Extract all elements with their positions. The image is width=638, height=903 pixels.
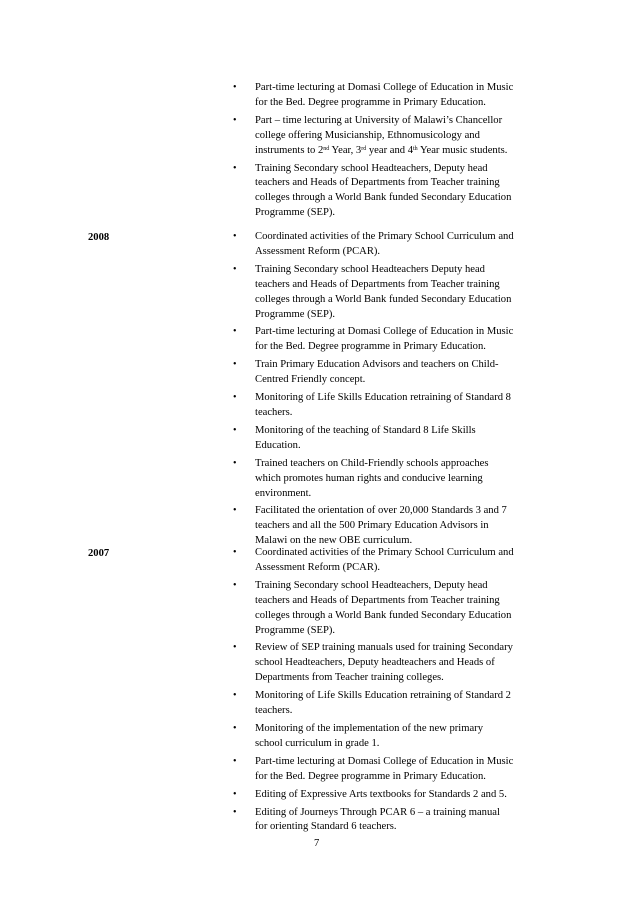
list-item: • Coordinated activities of the Primary School Curriculum and Assessment Reform (PCAR). [233,231,514,257]
section-continuation [230,81,560,224]
list-item: • Facilitated the orientation of over 20,000 Standards 3 and 7 teachers and all the 500 Primary Education Advisors in Malawi on the new OBE curriculum. [233,505,507,547]
list-item: • Part-time lecturing at Domasi College of Education in Music for the Bed. Degree programme in Primary Education. [233,82,514,108]
bullet-icon: • [233,505,237,517]
bullet-list [230,230,560,549]
list-item: • Monitoring of the teaching of Standard 8 Life Skills Education. [233,424,476,451]
bullet-icon: • [233,722,237,734]
year-label: 2008 [88,232,110,243]
bullet-list [230,81,560,221]
list-item: • Part-time lecturing at Domasi College of Education in Music for the Bed. Degree programme in Primary Education. [233,326,514,353]
bullet-icon: • [233,114,237,126]
bullet-list [230,546,560,835]
bullet-icon: • [233,547,237,558]
list-item: • Monitoring of Life Skills Education retraining of Standard 2 teachers. [233,690,511,717]
list-item: • Editing of Expressive Arts textbooks for Standards 2 and 5. [230,788,560,803]
section-2007 [230,546,560,838]
list-item: • Training Secondary school Headteachers Deputy head teachers and Heads of Departments from Teacher training colleges through a World Bank funded Secondary Education Programme (SEP). [233,263,512,320]
bullet-icon: • [233,263,237,275]
bullet-icon: • [233,424,237,436]
list-item: • Part – time lecturing at University of Malawi’s Chancellor college offering Musicianship, Ethnomusicology and instruments to 2nd Year, 3rd year and 4th Year music students. [233,114,508,156]
year-label: 2007 [88,548,110,559]
list-item: • Monitoring of the implementation of the new primary school curriculum in grade 1. [233,722,484,749]
bullet-icon: • [233,806,237,818]
list-item: • Review of SEP training manuals used for training Secondary school Headteachers, Deputy headteachers and Heads of Departments from Teacher training colleges. [233,642,513,684]
bullet-icon: • [233,642,237,654]
bullet-icon: • [233,457,237,469]
bullet-icon: • [233,359,237,371]
bullet-icon: • [233,690,237,702]
bullet-icon: • [233,326,237,338]
page-number: 7 [314,838,320,849]
list-item: • Training Secondary school Headteachers, Deputy head teachers and Heads of Departments from Teacher training colleges through a World Bank funded Secondary Education Programme (SEP). [233,579,512,636]
bullet-icon: • [233,755,237,767]
section-2008 [230,230,560,552]
bullet-icon: • [233,579,237,591]
list-item: • Part-time lecturing at Domasi College of Education in Music for the Bed. Degree programme in Primary Education. [233,755,514,782]
list-item: • Trained teachers on Child-Friendly schools approaches which promotes human rights and conducive learning environment. [233,457,489,499]
list-item: • Train Primary Education Advisors and teachers on Child- Centred Friendly concept. [233,359,499,386]
bullet-icon: • [233,82,237,93]
list-item: • Monitoring of Life Skills Education retraining of Standard 8 teachers. [233,392,511,418]
bullet-icon: • [233,788,237,800]
bullet-icon: • [233,162,237,174]
bullet-icon: • [233,392,237,404]
list-item: • Training Secondary school Headteachers, Deputy head teachers and Heads of Departments from Teacher training colleges through a World Bank funded Secondary Education Programme (SEP). [233,162,512,219]
list-item: • Editing of Journeys Through PCAR 6 – a training manual for orienting Standard 6 teachers. [233,806,500,833]
bullet-icon: • [233,231,237,242]
list-item: • Coordinated activities of the Primary School Curriculum and Assessment Reform (PCAR). [233,547,514,573]
